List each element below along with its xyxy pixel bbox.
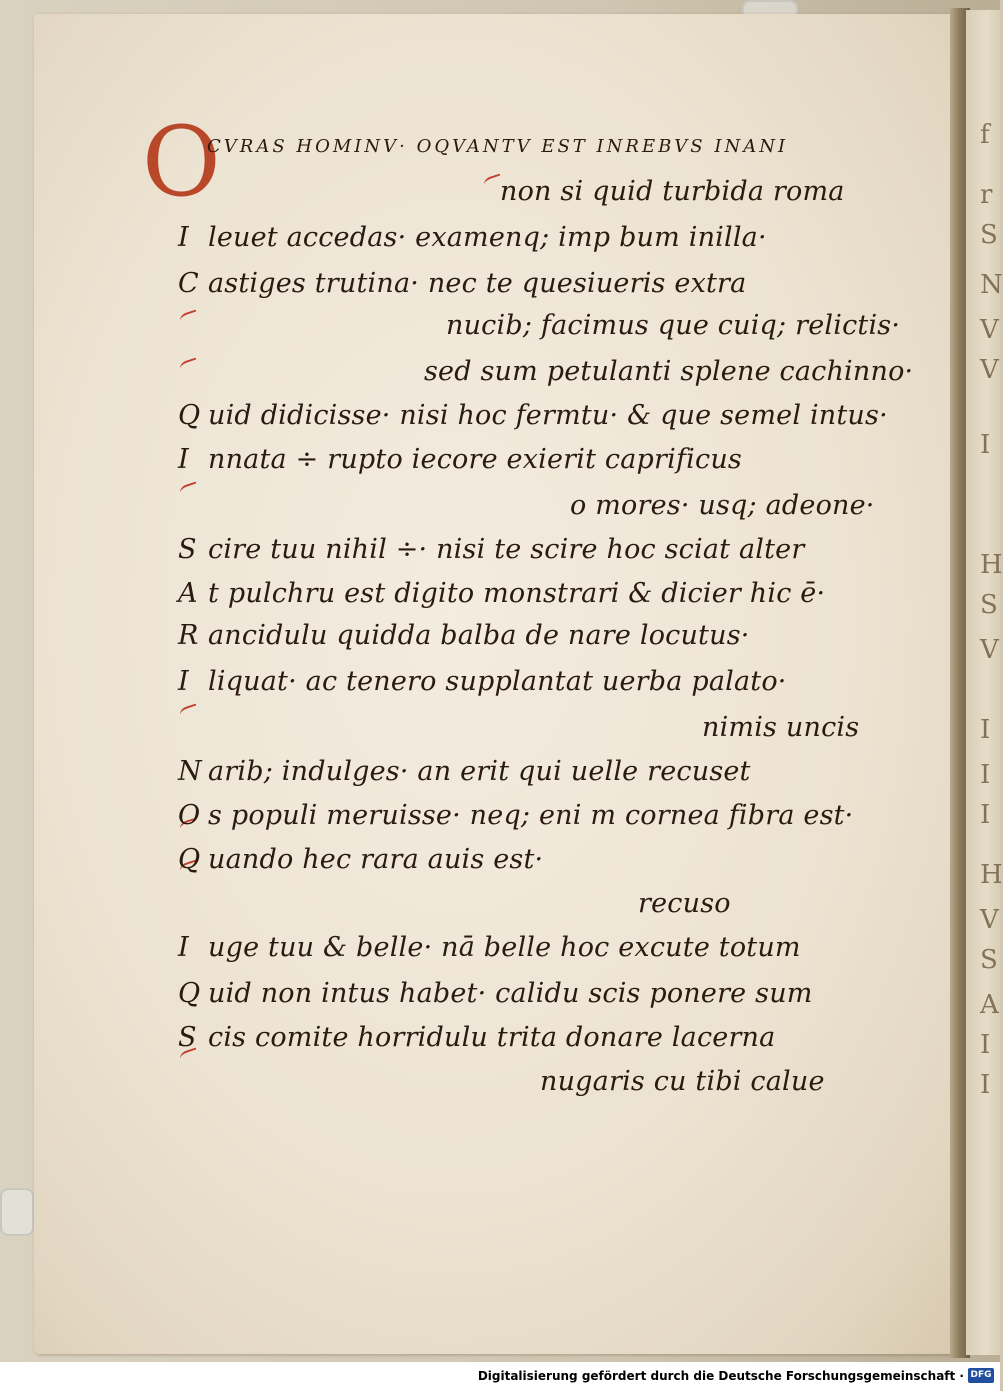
text-line: uando hec rara auis est· [208,844,544,875]
facing-fragment: I [980,1070,991,1100]
facing-fragment: r [980,180,993,210]
text-line: t pulchru est digito monstrari & dicier hic ē· [208,578,826,609]
text-line: leuet accedas· examenq; imp bum inilla· [208,222,767,253]
footer-bar [0,1362,1000,1391]
line-initial: C [178,268,199,299]
facing-fragment: V [980,635,999,665]
facing-fragment: S [980,590,998,620]
text-line: nucib; facimus que cuiq; relictis· [446,310,901,341]
line-initial: O [178,800,201,831]
facing-fragment: I [980,715,991,745]
text-line: recuso [638,888,731,919]
line-initial: S [178,534,197,565]
text-line: arib; indulges· an erit qui uelle recuset [208,756,751,787]
facing-fragment: V [980,315,999,345]
line-initial: S [178,1022,197,1053]
text-line: nimis uncis [702,712,860,743]
line-initial: Q [178,844,201,875]
rubric-tick-mark [179,358,200,375]
line-initial: N [178,756,202,787]
text-line: uge tuu & belle· nā belle hoc excute totum [208,932,801,963]
line-initial: I [178,222,189,253]
line-initial: I [178,444,189,475]
text-line: cire tuu nihil ÷· nisi te scire hoc sciat alter [208,534,805,565]
rubric-header-line: CVRAS HOMINV· OQVANTV EST INREBVS INANI [207,136,789,157]
rubric-tick-mark [179,310,200,327]
text-line: uid non intus habet· calidu scis ponere sum [208,978,813,1009]
facing-fragment: A [980,990,999,1020]
facing-fragment: I [980,430,991,460]
line-initial: I [178,932,189,963]
text-line: o mores· usq; adeone· [570,490,875,521]
facing-fragment: H [980,860,1003,890]
line-initial: Q [178,400,201,431]
facing-fragment: S [980,945,998,975]
facing-fragment: H [980,550,1003,580]
funding-credit: Digitalisierung gefördert durch die Deutsche Forschungsgemeinschaft · [477,1369,964,1383]
line-initial: R [178,620,199,651]
decorated-initial: O [142,106,221,218]
facing-fragment: f [980,120,990,150]
facing-fragment: I [980,760,991,790]
text-line: astiges trutina· nec te quesiueris extra [208,268,747,299]
rubric-tick-mark [179,704,200,721]
text-line: non si quid turbida roma [500,176,845,207]
text-line: nugaris cu tibi calue [540,1066,825,1097]
line-initial: I [178,666,189,697]
text-line: sed sum petulanti splene cachinno· [424,356,914,387]
text-line: s populi meruisse· neq; eni m cornea fibra est· [208,800,854,831]
text-line: liquat· ac tenero supplantat uerba palato· [208,666,787,697]
rubric-tick-mark [179,482,200,499]
facing-fragment: V [980,355,999,385]
line-initial: Q [178,978,201,1009]
text-line: uid didicisse· nisi hoc fermtu· & que semel intus· [208,400,888,431]
facing-fragment: S [980,220,998,250]
facing-fragment: I [980,1030,991,1060]
line-initial: A [178,578,198,609]
text-line: nnata ÷ rupto iecore exierit caprificus [208,444,742,475]
dfg-logo-icon: DFG [968,1368,994,1383]
facing-fragment: N [980,270,1003,300]
text-line: cis comite horridulu trita donare lacerna [208,1022,776,1053]
facing-fragment: V [980,905,999,935]
facing-fragment: I [980,800,991,830]
text-line: ancidulu quidda balba de nare locutus· [208,620,750,651]
